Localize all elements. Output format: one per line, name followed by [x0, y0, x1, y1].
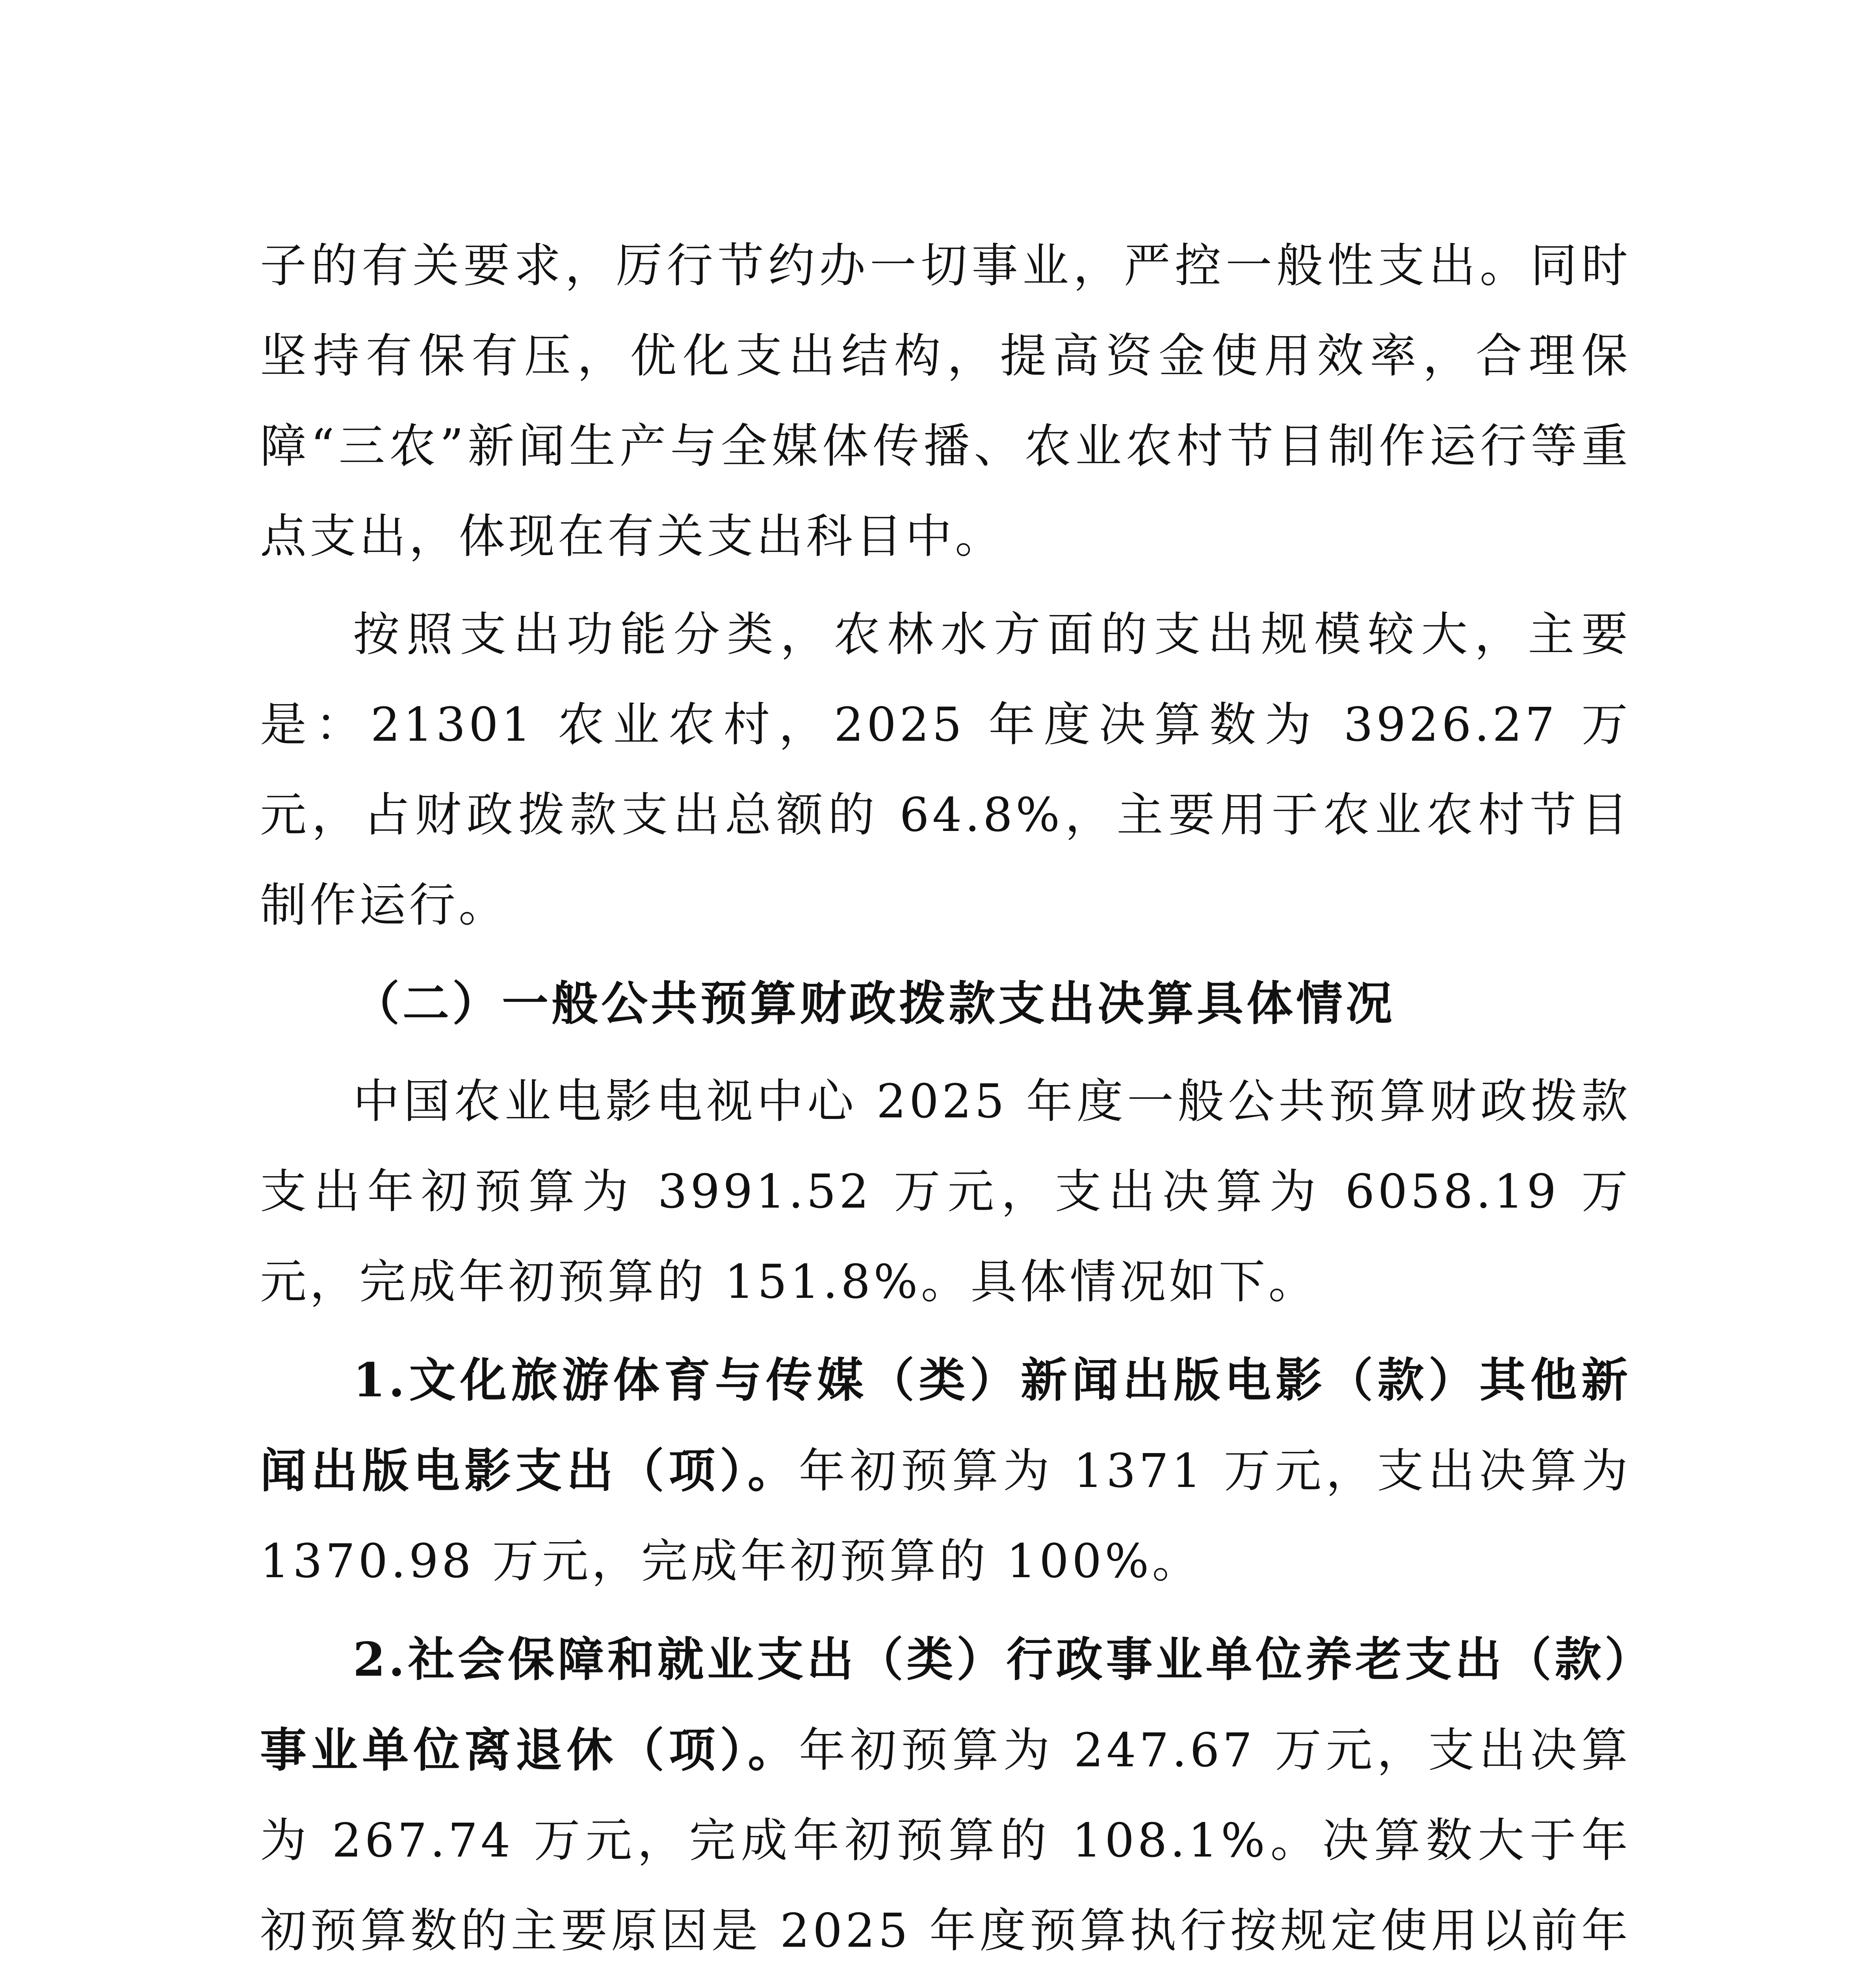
list-item [260, 1335, 1631, 1606]
item-text: 年初预算为 1371 万元，支出决算为 1370.98 万元，完成年初预算的 100%。 [260, 1444, 1631, 1588]
item-text: 年初预算为 247.67 万元，支出决算为 267.74 万元，完成年初预算的 108.1%。决算数大于年初预算数的主要原因是 2025 年度预算执行按规定使用以前年 [260, 1723, 1631, 1958]
paragraph-functional-classification: 按照支出功能分类，农林水方面的支出规模较大，主要是：21301 农业农村，2025 年度决算数为 3926.27 万元，占财政拨款支出总额的 64.8%，主要用于农业农村节目制作运行。 [260, 607, 1631, 932]
item-lead: 2.社会保障和就业支出（类）行政事业单位养老支出（款）事业单位离退休（项）。 [260, 1632, 1631, 1777]
paragraph-budget-summary: 中国农业电影电视中心 2025 年度一般公共预算财政拨款支出年初预算为 3991.52 万元，支出决算为 6058.19 万元，完成年初预算的 151.8%。具体情况如下。 [260, 1074, 1631, 1309]
body-text [260, 221, 1631, 1970]
paragraph-continued: 子的有关要求，厉行节约办一切事业，严控一般性支出。同时坚持有保有压，优化支出结构，提高资金使用效率，合理保障“三农”新闻生产与全媒体传播、农业农村节目制作运行等重点支出，体现在有关支出科目中。 [260, 238, 1631, 563]
section-heading: （二）一般公共预算财政拨款支出决算具体情况 [353, 976, 1396, 1031]
item-lead: 1.文化旅游体育与传媒（类）新闻出版电影（款）其他新闻出版电影支出（项）。 [260, 1353, 1631, 1498]
list-item [260, 1614, 1631, 1970]
